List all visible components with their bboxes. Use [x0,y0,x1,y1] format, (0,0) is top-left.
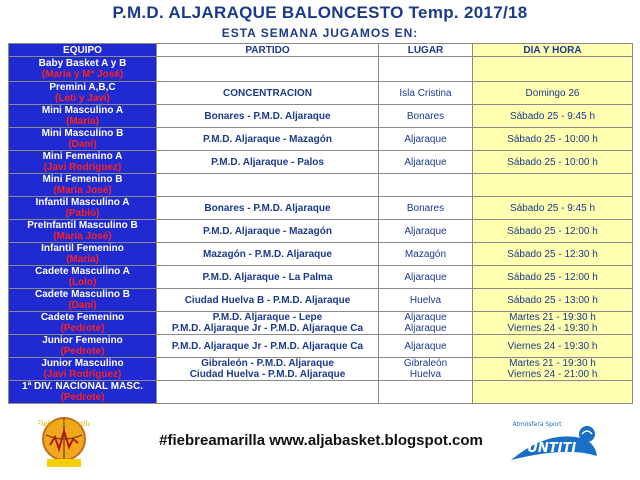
place-cell [379,105,473,128]
match-cell [157,358,379,381]
match-cell [157,220,379,243]
date-line: Sábado 25 - 12:30 h [507,248,598,260]
match-line: P.M.D. Aljaraque - Mazagón [203,225,332,237]
table-row [9,57,633,82]
date-line: Viernes 24 - 19:30 h [507,340,598,352]
place-cell [379,128,473,151]
date-cell [473,358,633,381]
date-line: Sábado 25 - 9:45 h [509,110,596,122]
match-line: Bonares - P.M.D. Aljaraque [204,202,331,214]
place-cell [379,335,473,358]
coach-name: (Pedrote) [60,392,105,403]
page-title: P.M.D. ALJARAQUE BALONCESTO Temp. 2017/18 [112,3,528,22]
coach-name: (María y Mª José) [41,69,124,80]
date-cell [473,312,633,335]
column-header-place: LUGAR [379,44,473,57]
date-line: Viernes 24 - 21:00 h [507,369,598,380]
match-line: Mazagón - P.M.D. Aljaraque [203,248,332,260]
table-row [9,335,633,358]
team-name: Mini Masculino A [41,105,124,116]
coach-name: (Pedrote) [60,346,105,357]
match-line: CONCENTRACION [223,87,312,99]
date-cell [473,266,633,289]
match-cell [157,312,379,335]
match-line: Gibraleón - P.M.D. Aljaraque [201,358,334,369]
match-line: P.M.D. Aljaraque Jr - P.M.D. Aljaraque Ca [171,340,364,352]
date-cell [473,335,633,358]
place-line: Huelva [409,369,442,380]
date-line: Sábado 25 - 13:00 h [507,294,598,306]
team-cell [9,312,157,335]
match-cell [157,128,379,151]
schedule-table [8,43,633,404]
place-cell [379,243,473,266]
place-line: Gibraleón [403,358,448,369]
team-name: PreInfantil Masculino B [27,220,138,231]
coach-name: (Javi Rodríguez) [43,369,122,380]
team-cell [9,381,157,404]
coach-name: (Dani) [68,139,97,150]
match-cell [157,335,379,358]
place-line: Aljaraque [404,271,447,283]
place-line: Aljaraque [404,225,447,237]
coach-name: (Pablo) [65,208,100,219]
table-row [9,243,633,266]
place-line: Huelva [409,294,442,306]
team-name: Mini Femenino A [42,151,123,162]
logo-left-text: Fiebre Amarilla [38,420,90,428]
place-cell [379,266,473,289]
match-line: P.M.D. Aljaraque - Palos [211,156,324,168]
team-cell [9,197,157,220]
coach-name: (María) [66,254,99,265]
date-line: Martes 21 - 19:30 h [509,358,596,369]
coach-name: (Lolo) [68,277,97,288]
team-name: Junior Masculino [41,358,124,369]
match-cell [157,174,379,197]
team-cell [9,358,157,381]
table-row [9,266,633,289]
place-line: Aljaraque [404,156,447,168]
logo-right-brand: PUNTITI [517,441,577,456]
column-header-date: DIA Y HORA [473,44,633,57]
match-line: P.M.D. Aljaraque - La Palma [202,271,333,283]
place-cell [379,57,473,82]
coach-name: (Dani) [68,300,97,311]
team-name: 1ª DIV. NACIONAL MASC. [22,381,143,392]
date-cell [473,381,633,404]
table-row [9,197,633,220]
team-cell [9,266,157,289]
coach-name: (María José) [53,231,112,242]
date-line: Sábado 25 - 9:45 h [509,202,596,214]
footer-hashtag-link[interactable]: #fiebreamarilla www.aljabasket.blogspot.com [159,432,483,449]
match-line: P.M.D. Aljaraque Jr - P.M.D. Aljaraque Ca [171,323,364,334]
date-cell [473,57,633,82]
place-cell [379,197,473,220]
match-cell [157,266,379,289]
match-cell [157,197,379,220]
date-line: Sábado 25 - 12:00 h [507,225,598,237]
column-header-match: PARTIDO [157,44,379,57]
table-row [9,151,633,174]
coach-name: (María) [66,116,99,127]
match-line: P.M.D. Aljaraque - Mazagón [203,133,332,145]
team-name: Mini Femenino B [42,174,123,185]
team-name: Premini A,B,C [49,82,116,93]
team-name: Infantil Masculino A [35,197,130,208]
table-row [9,174,633,197]
team-name: Baby Basket A y B [38,58,127,69]
table-row [9,358,633,381]
fiebre-amarilla-logo [38,413,90,471]
logo-right-tagline: Atmósfera Sport [512,421,562,428]
date-cell [473,220,633,243]
place-cell [379,289,473,312]
match-cell [157,105,379,128]
match-line: Ciudad Huelva B - P.M.D. Aljaraque [184,294,351,306]
place-line: Isla Cristina [399,87,452,99]
team-name: Junior Femenino [42,335,123,346]
coach-name: (Javi Rodríguez) [43,162,122,173]
table-row [9,289,633,312]
match-line: Bonares - P.M.D. Aljaraque [204,110,331,122]
place-line: Aljaraque [404,133,447,145]
team-name: Infantil Femenino [41,243,124,254]
page-subtitle: ESTA SEMANA JUGAMOS EN: [221,26,419,40]
table-row [9,105,633,128]
coach-name: (Leti y Javi) [54,93,111,104]
team-name: Cadete Femenino [40,312,125,323]
date-cell [473,174,633,197]
date-line: Viernes 24 - 19:30 h [507,323,598,334]
match-line: Ciudad Huelva - P.M.D. Aljaraque [189,369,346,380]
team-cell [9,174,157,197]
match-cell [157,289,379,312]
column-header-team: EQUIPO [9,44,157,57]
place-cell [379,174,473,197]
match-cell [157,57,379,82]
date-line: Sábado 25 - 12:00 h [507,271,598,283]
coach-name: (Pedrote) [60,323,105,334]
team-cell [9,335,157,358]
place-line: Aljaraque [404,323,447,334]
place-line: Aljaraque [404,340,447,352]
coach-name: (María José) [53,185,112,196]
team-cell [9,243,157,266]
place-line: Bonares [406,110,445,122]
date-line: Sábado 25 - 10:00 h [507,156,598,168]
place-cell [379,151,473,174]
team-name: Mini Masculino B [41,128,124,139]
place-line: Aljaraque [404,312,447,323]
place-cell [379,381,473,404]
date-line: Sábado 25 - 10:00 h [507,133,598,145]
table-row [9,82,633,105]
match-cell [157,82,379,105]
match-cell [157,381,379,404]
match-line: P.M.D. Aljaraque - Lepe [212,312,323,323]
date-cell [473,151,633,174]
date-cell [473,128,633,151]
team-cell [9,82,157,105]
place-line: Mazagón [404,248,447,260]
date-cell [473,82,633,105]
date-line: Domingo 26 [525,87,580,99]
team-cell [9,128,157,151]
team-cell [9,289,157,312]
team-cell [9,220,157,243]
team-cell [9,105,157,128]
team-cell [9,57,157,82]
team-cell [9,151,157,174]
place-cell [379,220,473,243]
match-cell [157,151,379,174]
place-cell [379,312,473,335]
place-cell [379,358,473,381]
table-row [9,381,633,404]
place-cell [379,82,473,105]
team-name: Cadete Masculino B [34,289,131,300]
place-line: Bonares [406,202,445,214]
date-cell [473,105,633,128]
match-cell [157,243,379,266]
date-cell [473,289,633,312]
table-row [9,312,633,335]
date-line: Martes 21 - 19:30 h [509,312,596,323]
table-row [9,220,633,243]
puntiti-logo [507,416,603,468]
date-cell [473,243,633,266]
team-name: Cadete Masculino A [35,266,130,277]
table-row [9,128,633,151]
date-cell [473,197,633,220]
